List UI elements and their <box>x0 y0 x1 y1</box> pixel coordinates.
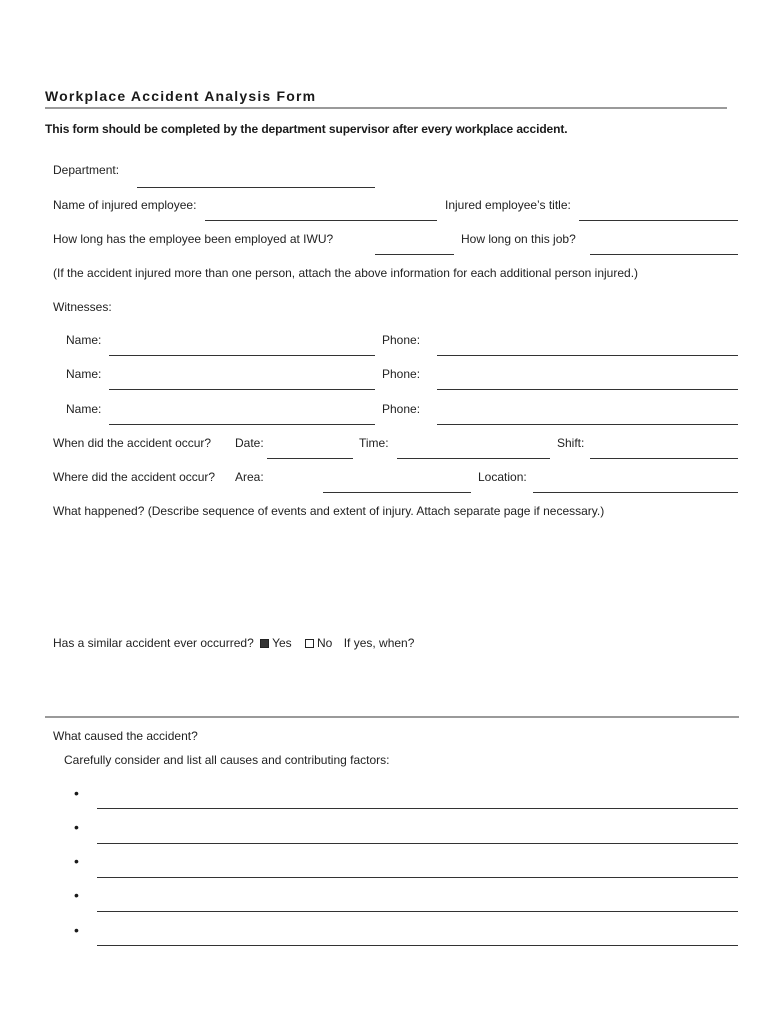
bullet-icon: • <box>74 887 79 903</box>
what-happened-area[interactable] <box>53 522 738 622</box>
job-duration-field[interactable] <box>590 254 738 255</box>
if-yes-answer-area[interactable] <box>53 654 738 710</box>
witness-name-field[interactable] <box>109 355 375 356</box>
cause-line[interactable] <box>97 808 738 809</box>
employed-duration-field[interactable] <box>375 254 454 255</box>
section-divider <box>45 716 739 718</box>
shift-field[interactable] <box>590 458 738 459</box>
what-happened-label: What happened? (Describe sequence of events and extent of injury. Attach separate page if necessary.) <box>53 504 605 518</box>
if-yes-label: If yes, when? <box>343 636 415 650</box>
location-field[interactable] <box>533 492 738 493</box>
witness-phone-field[interactable] <box>437 424 738 425</box>
bullet-icon: • <box>74 819 79 835</box>
witness-name-label: Name: <box>66 402 102 416</box>
witness-name-label: Name: <box>66 367 102 381</box>
employed-duration-label: How long has the employee been employed at IWU? <box>53 232 334 246</box>
injured-name-field[interactable] <box>205 220 437 221</box>
where-label: Where did the accident occur? <box>53 470 216 484</box>
similar-accident-label: Has a similar accident ever occurred? <box>53 636 254 650</box>
witness-phone-label: Phone: <box>382 333 421 347</box>
no-label: No <box>317 636 333 650</box>
no-checkbox[interactable] <box>305 639 314 648</box>
witness-phone-field[interactable] <box>437 389 738 390</box>
injured-title-field[interactable] <box>579 220 738 221</box>
date-field[interactable] <box>267 458 353 459</box>
what-caused-label: What caused the accident? <box>53 729 198 743</box>
time-label: Time: <box>359 436 389 450</box>
causes-instruction: Carefully consider and list all causes and contributing factors: <box>64 753 390 767</box>
yes-checkbox[interactable] <box>260 639 269 648</box>
witness-phone-label: Phone: <box>382 402 421 416</box>
form-title: Workplace Accident Analysis Form <box>45 88 317 104</box>
cause-line[interactable] <box>97 843 738 844</box>
injured-title-label: Injured employee’s title: <box>445 198 571 212</box>
bullet-icon: • <box>74 853 79 869</box>
date-label: Date: <box>235 436 264 450</box>
form-instructions: This form should be completed by the department supervisor after every workplace accident. <box>45 122 568 136</box>
cause-line[interactable] <box>97 945 738 946</box>
bullet-icon: • <box>74 785 79 801</box>
yes-label: Yes <box>272 636 292 650</box>
cause-line[interactable] <box>97 877 738 878</box>
witness-phone-label: Phone: <box>382 367 421 381</box>
job-duration-label: How long on this job? <box>461 232 576 246</box>
cause-line[interactable] <box>97 911 738 912</box>
witness-name-field[interactable] <box>109 424 375 425</box>
department-label: Department: <box>53 163 120 177</box>
witness-name-label: Name: <box>66 333 102 347</box>
department-field[interactable] <box>137 187 375 188</box>
bullet-icon: • <box>74 922 79 938</box>
time-field[interactable] <box>397 458 550 459</box>
when-label: When did the accident occur? <box>53 436 212 450</box>
similar-accident-question <box>53 636 414 650</box>
injured-name-label: Name of injured employee: <box>53 198 197 212</box>
witness-phone-field[interactable] <box>437 355 738 356</box>
location-label: Location: <box>478 470 527 484</box>
shift-label: Shift: <box>557 436 585 450</box>
witness-name-field[interactable] <box>109 389 375 390</box>
area-label: Area: <box>235 470 264 484</box>
title-underline <box>45 107 727 109</box>
area-field[interactable] <box>323 492 471 493</box>
multiple-injured-note: (If the accident injured more than one person, attach the above information for each additional person injured.) <box>53 266 639 280</box>
witnesses-label: Witnesses: <box>53 300 112 314</box>
